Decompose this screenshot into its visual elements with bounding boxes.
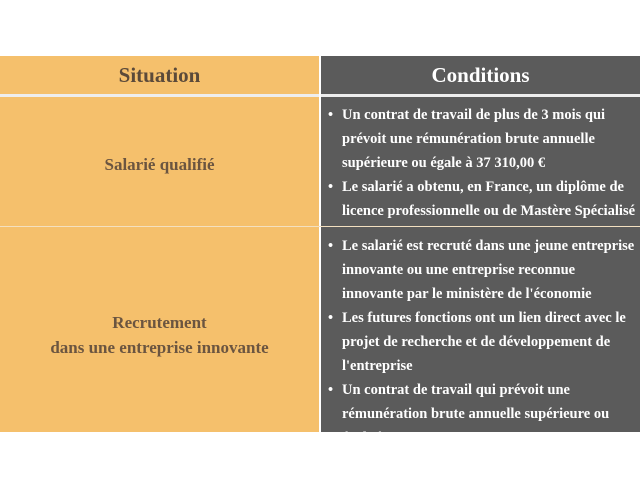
condition-item — [328, 234, 636, 306]
condition-item — [328, 306, 636, 378]
condition-text: Un contrat de travail qui prévoit une rémunération brute annuelle supérieure ou égale à 37 310,00 € — [342, 382, 610, 446]
bullet-icon: • — [328, 382, 334, 398]
bullet-icon: • — [328, 310, 334, 326]
condition-text: Les futures fonctions ont un lien direct avec le projet de recherche et de développement de l'entreprise — [342, 310, 626, 374]
bullet-icon: • — [328, 238, 334, 254]
condition-item — [328, 378, 636, 450]
conditions-table — [0, 56, 640, 446]
situation-cell-salarie-qualifie — [0, 152, 319, 177]
situation-label: Salarié qualifié — [104, 155, 215, 174]
situation-cell-recrutement — [0, 310, 319, 360]
header-divider — [321, 94, 640, 97]
situation-column — [0, 56, 319, 432]
conditions-list — [328, 234, 636, 450]
situation-header: Situation — [118, 63, 201, 87]
row-divider — [0, 226, 640, 227]
bullet-icon: • — [328, 179, 334, 195]
condition-item — [328, 103, 636, 175]
conditions-header: Conditions — [431, 63, 530, 87]
condition-text: Un contrat de travail de plus de 3 mois qui prévoit une rémunération brute annuelle supérieure ou égale à 37 310,00 € — [342, 107, 606, 171]
condition-text: Le salarié est recruté dans une jeune entreprise innovante ou une entreprise reconnue innovante par le ministère de l'économie — [342, 238, 635, 302]
situation-label-line: Recrutement — [112, 313, 207, 332]
bullet-icon: • — [328, 107, 334, 123]
conditions-list — [328, 103, 636, 223]
header-divider — [0, 94, 319, 97]
situation-label-line: dans une entreprise innovante — [50, 338, 269, 357]
condition-text: Le salarié a obtenu, en France, un diplôme de licence professionnelle ou de Mastère Spécialisé — [342, 179, 636, 219]
condition-item — [328, 175, 636, 223]
